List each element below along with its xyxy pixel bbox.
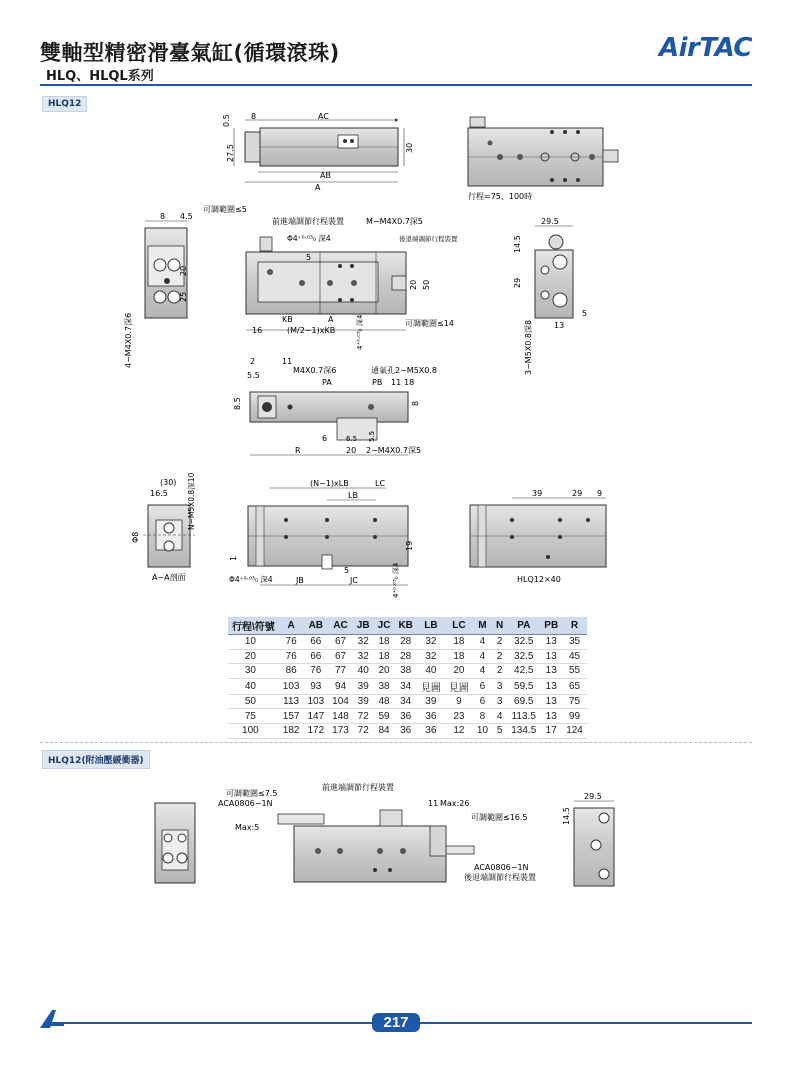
dim-label: 16.5 — [150, 489, 168, 498]
table-header-cell: N — [492, 617, 507, 635]
dim-label: LB — [348, 491, 358, 500]
table-cell: 18 — [374, 649, 395, 664]
dim-label: 6 — [322, 434, 328, 443]
table-cell: 67 — [328, 649, 353, 664]
table-header-cell: LC — [445, 617, 473, 635]
table-cell: 76 — [279, 649, 304, 664]
table-cell: 75 — [562, 694, 587, 709]
top-view-drawing — [234, 120, 404, 182]
table-cell: 66 — [303, 635, 328, 650]
table-cell: 20 — [374, 664, 395, 679]
table-cell: 173 — [328, 723, 353, 738]
table-cell: 18 — [445, 635, 473, 650]
dim-label: KB — [282, 315, 293, 324]
dim-label: 19 — [405, 540, 414, 551]
table-cell: 32 — [417, 649, 445, 664]
stroke-note: 行程=75、100時 — [468, 192, 533, 201]
table-cell: 12 — [445, 723, 473, 738]
table-cell: 6 — [473, 694, 492, 709]
table-cell: 67 — [328, 635, 353, 650]
dim-label: 5 — [344, 566, 350, 575]
table-cell: 20 — [228, 649, 279, 664]
dim-label: 27.5 — [226, 144, 235, 162]
table-cell: 23 — [445, 709, 473, 724]
dim-label: AC — [318, 112, 329, 121]
dim-label: 14.5 — [513, 235, 522, 253]
dim-label: 4.5 — [180, 212, 193, 221]
table-cell: 34 — [394, 694, 416, 709]
callout: 前進端調節行程裝置 — [322, 783, 394, 792]
dim-label: 25 — [179, 291, 188, 302]
table-header-cell: A — [279, 617, 304, 635]
table-cell: 34 — [394, 678, 416, 694]
table-header-cell: LB — [417, 617, 445, 635]
table-header-cell: AB — [303, 617, 328, 635]
page-number: 217 — [372, 1013, 420, 1032]
table-cell: 36 — [417, 723, 445, 738]
dim-label: PB — [372, 378, 383, 387]
dim-label: 可調範圍≤7.5 — [226, 789, 278, 798]
table-cell: 36 — [394, 723, 416, 738]
dim-label: 16 — [252, 326, 263, 335]
table-cell: 72 — [353, 723, 374, 738]
table-header-row — [228, 617, 587, 635]
table-cell: 147 — [303, 709, 328, 724]
page-title: 雙軸型精密滑臺氣缸(循環滾珠) — [40, 41, 340, 65]
table-row — [228, 664, 587, 679]
pin-spec: 4⁺⁰·⁰³₀ 深4 — [392, 562, 400, 598]
table-cell: 103 — [279, 678, 304, 694]
table-cell: 76 — [303, 664, 328, 679]
table-cell: 5 — [492, 723, 507, 738]
table-cell: 94 — [328, 678, 353, 694]
table-cell: 172 — [303, 723, 328, 738]
table-cell: 4 — [473, 649, 492, 664]
dim-label: 30 — [405, 142, 414, 153]
table-cell: 75 — [228, 709, 279, 724]
buffer-left-view-drawing — [155, 803, 195, 883]
table-cell: 3 — [492, 694, 507, 709]
pin-spec: Φ4⁺⁰·⁰³₀ 深4 — [287, 234, 331, 243]
table-cell: 69.5 — [507, 694, 540, 709]
table-cell: 113.5 — [507, 709, 540, 724]
dim-label: JB — [296, 576, 304, 585]
brand-logo: AirTAC — [659, 33, 752, 63]
dim-label: Φ8 — [131, 531, 140, 543]
table-body — [228, 635, 587, 739]
table-cell: 93 — [303, 678, 328, 694]
table-cell: 38 — [374, 678, 395, 694]
table-cell: 13 — [540, 664, 562, 679]
table-cell: 76 — [279, 635, 304, 650]
table-cell: 45 — [562, 649, 587, 664]
dim-label: 50 — [422, 279, 431, 290]
thread-spec: 4−M4X0.7深6 — [124, 312, 133, 368]
dim-label: AB — [320, 171, 331, 180]
dim-label: 20 — [409, 279, 418, 290]
table-cell: 10 — [473, 723, 492, 738]
dim-label: 29 — [572, 489, 583, 498]
table-cell: 48 — [374, 694, 395, 709]
table-cell: 104 — [328, 694, 353, 709]
part-code: ACA0806−1N — [218, 799, 273, 808]
airtac-mark-icon — [38, 1008, 66, 1030]
table-cell: 13 — [540, 678, 562, 694]
table-cell: 2 — [492, 664, 507, 679]
pin-spec: Φ4⁺⁰·⁰³₀ 深4 — [229, 575, 273, 584]
table-header-cell: PA — [507, 617, 540, 635]
table-cell: 2 — [492, 649, 507, 664]
table-header-cell: R — [562, 617, 587, 635]
dim-label: 11 — [282, 357, 293, 366]
right-end-view-drawing — [535, 226, 573, 318]
table-cell: 18 — [445, 649, 473, 664]
table-cell: 2 — [492, 635, 507, 650]
table-cell: 28 — [394, 649, 416, 664]
table-cell: 40 — [417, 664, 445, 679]
dim-label: 可調範圍≤16.5 — [471, 813, 528, 822]
table-cell: 35 — [562, 635, 587, 650]
dim-label: 11 — [428, 799, 439, 808]
table-row — [228, 709, 587, 724]
section-divider — [40, 742, 752, 743]
dim-label: 14.5 — [562, 807, 571, 825]
dim-label: (M/2−1)xKB — [287, 326, 336, 335]
section-caption: A−A剖面 — [152, 573, 186, 582]
dim-label: (N−1)xLB — [310, 479, 349, 488]
table-cell: 148 — [328, 709, 353, 724]
dim-label: 0.5 — [222, 114, 231, 127]
hlq12x40-drawing — [470, 498, 606, 567]
dim-label: 29 — [513, 277, 522, 288]
table-header-cell: M — [473, 617, 492, 635]
table-cell: 32 — [353, 649, 374, 664]
thread-spec: M−M4X0.7深5 — [366, 217, 423, 226]
table-row — [228, 723, 587, 738]
table-cell: 36 — [417, 709, 445, 724]
table-cell: 40 — [228, 678, 279, 694]
dim-label: JC — [350, 576, 358, 585]
section-tag-hlq12-buffer: HLQ12(附油壓緩衝器) — [42, 750, 150, 769]
table-cell: 17 — [540, 723, 562, 738]
thread-spec: 2−M4X0.7深5 — [366, 446, 422, 455]
table-header-cell: JB — [353, 617, 374, 635]
table-cell: 72 — [353, 709, 374, 724]
series-subtitle: HLQ、HLQL系列 — [46, 69, 154, 84]
table-cell: 42.5 — [507, 664, 540, 679]
table-cell: 39 — [353, 694, 374, 709]
table-cell: 見圖 — [417, 678, 445, 694]
part-code: ACA0806−1N — [474, 863, 529, 872]
table-cell: 59.5 — [507, 678, 540, 694]
buffer-front-view-drawing — [278, 810, 474, 882]
thread-spec: M4X0.7深6 — [293, 366, 337, 375]
callout: 通氣孔2−M5X0.8 — [371, 366, 437, 375]
table-cell: 4 — [492, 709, 507, 724]
table-cell: 100 — [228, 723, 279, 738]
dim-label: 39 — [532, 489, 543, 498]
table-cell: 38 — [394, 664, 416, 679]
table-header-cell: KB — [394, 617, 416, 635]
table-cell: 9 — [445, 694, 473, 709]
table-cell: 86 — [279, 664, 304, 679]
table-cell: 3 — [492, 678, 507, 694]
table-row — [228, 649, 587, 664]
drawing-caption: HLQ12×40 — [517, 575, 561, 584]
table-cell: 50 — [228, 694, 279, 709]
table-cell: 182 — [279, 723, 304, 738]
table-cell: 6 — [473, 678, 492, 694]
table-cell: 65 — [562, 678, 587, 694]
dim-label: 5.5 — [368, 430, 376, 442]
dim-label: 29.5 — [584, 792, 602, 801]
dim-label: 9 — [597, 489, 603, 498]
table-row — [228, 678, 587, 694]
dim-label: Max:26 — [440, 799, 470, 808]
dim-label: 8 — [251, 112, 257, 121]
dim-label: LC — [375, 479, 386, 488]
table-header-cell: AC — [328, 617, 353, 635]
table-cell: 157 — [279, 709, 304, 724]
table-cell: 32 — [353, 635, 374, 650]
table-cell: 39 — [353, 678, 374, 694]
table-cell: 13 — [540, 709, 562, 724]
dim-label: 2 — [250, 357, 256, 366]
table-header-cell: JC — [374, 617, 395, 635]
dim-label: 11 — [391, 378, 402, 387]
table-cell: 18 — [374, 635, 395, 650]
section-tag-hlq12: HLQ12 — [42, 96, 87, 112]
table-cell: 113 — [279, 694, 304, 709]
table-header-cell: PB — [540, 617, 562, 635]
top-right-view-drawing — [468, 117, 618, 186]
table-cell: 55 — [562, 664, 587, 679]
table-cell: 13 — [540, 694, 562, 709]
table-cell: 32 — [417, 635, 445, 650]
dim-label: 13 — [554, 321, 565, 330]
dim-label: R — [295, 446, 301, 455]
dim-label: A — [315, 183, 321, 192]
dim-label: 20 — [179, 265, 188, 276]
table-cell: 見圖 — [445, 678, 473, 694]
table-cell: 32.5 — [507, 635, 540, 650]
callout: 後退端調節行程裝置 — [399, 235, 458, 243]
dim-label: 18 — [404, 378, 415, 387]
dim-label: 可調範圍≤5 — [203, 205, 247, 214]
dim-label: 8 — [160, 212, 166, 221]
table-cell: 10 — [228, 635, 279, 650]
table-cell: 32.5 — [507, 649, 540, 664]
side-view-drawing — [248, 488, 408, 585]
dim-label: 1 — [229, 555, 238, 561]
table-row — [228, 694, 587, 709]
table-cell: 99 — [562, 709, 587, 724]
table-cell: 36 — [394, 709, 416, 724]
table-cell: 13 — [540, 635, 562, 650]
table-cell: 134.5 — [507, 723, 540, 738]
table-cell: 124 — [562, 723, 587, 738]
table-cell: 4 — [473, 635, 492, 650]
table-cell: 77 — [328, 664, 353, 679]
table-cell: 30 — [228, 664, 279, 679]
thread-spec: N−M5X0.8深10 — [187, 472, 196, 530]
callout: 後退端調節行程裝置 — [464, 873, 536, 882]
dim-label: 20 — [346, 446, 357, 455]
pin-spec: 4⁺⁰·⁰³₀ 深4 — [356, 314, 364, 350]
table-cell: 28 — [394, 635, 416, 650]
dim-label: 29.5 — [541, 217, 559, 226]
dim-label: 8 — [411, 400, 420, 406]
dim-label: 5 — [306, 253, 312, 262]
thread-spec: 3−M5X0.8深8 — [524, 319, 533, 375]
table-cell: 40 — [353, 664, 374, 679]
table-cell: 59 — [374, 709, 395, 724]
table-cell: 103 — [303, 694, 328, 709]
front-view-drawing — [246, 237, 406, 330]
dim-label: PA — [322, 378, 332, 387]
dimension-table — [228, 617, 587, 739]
table-cell: 20 — [445, 664, 473, 679]
dim-label: A — [328, 315, 334, 324]
table-cell: 13 — [540, 649, 562, 664]
dim-label: (30) — [160, 478, 177, 487]
table-cell: 84 — [374, 723, 395, 738]
dim-label: 可調範圍≤14 — [405, 319, 454, 328]
table-header-cell: 行程\符號 — [228, 617, 279, 635]
dim-label: 8.5 — [233, 397, 242, 410]
table-cell: 66 — [303, 649, 328, 664]
table-cell: 8 — [473, 709, 492, 724]
table-row — [228, 635, 587, 650]
callout: 前進端調節行程裝置 — [272, 217, 344, 226]
buffer-right-view-drawing — [574, 801, 614, 886]
dim-label: Max:5 — [235, 823, 260, 832]
table-cell: 39 — [417, 694, 445, 709]
table-cell: 4 — [473, 664, 492, 679]
dim-label: 5 — [582, 309, 588, 318]
dim-label: 6.5 — [346, 435, 358, 443]
dim-label: 5.5 — [247, 371, 260, 380]
